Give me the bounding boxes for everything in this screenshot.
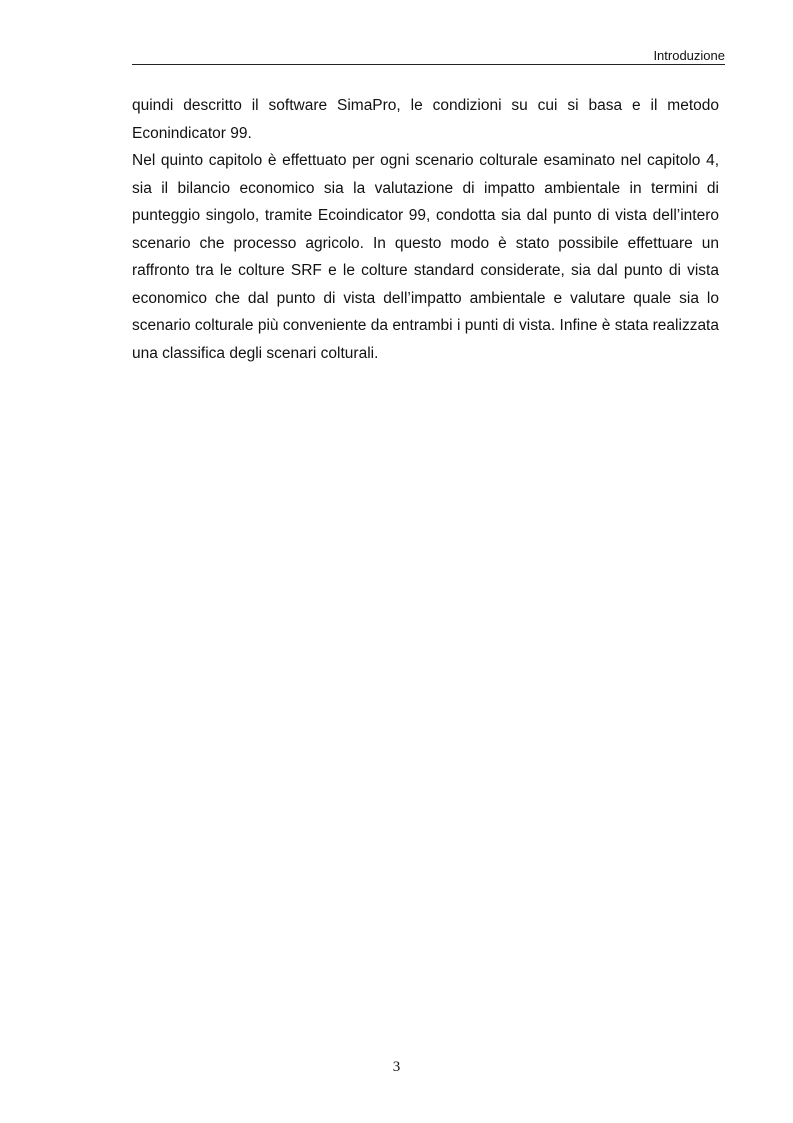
running-header (132, 40, 725, 65)
main-content (132, 92, 719, 367)
paragraph-1: quindi descritto il software SimaPro, le condizioni su cui si basa e il metodo Econindicator 99. (132, 97, 719, 142)
paragraph-2: Nel quinto capitolo è effettuato per ogni scenario colturale esaminato nel capitolo 4, sia il bilancio economico sia la valutazione di impatto ambientale in termini di punteggio singolo, tramite Ecoindicator 99, condotta sia dal punto di vista dell’intero scenario che processo agricolo. In questo modo è stato possibile effettuare un raffronto tra le colture SRF e le colture standard considerate, sia dal punto di vista economico che dal punto di vista dell’impatto ambientale e valutare quale sia lo scenario colturale più conveniente da entrambi i punti di vista. Infine è stata realizzata una classifica degli scenari colturali. (132, 152, 719, 362)
page-number: 3 (392, 1059, 401, 1075)
header-title: Introduzione (653, 48, 725, 63)
